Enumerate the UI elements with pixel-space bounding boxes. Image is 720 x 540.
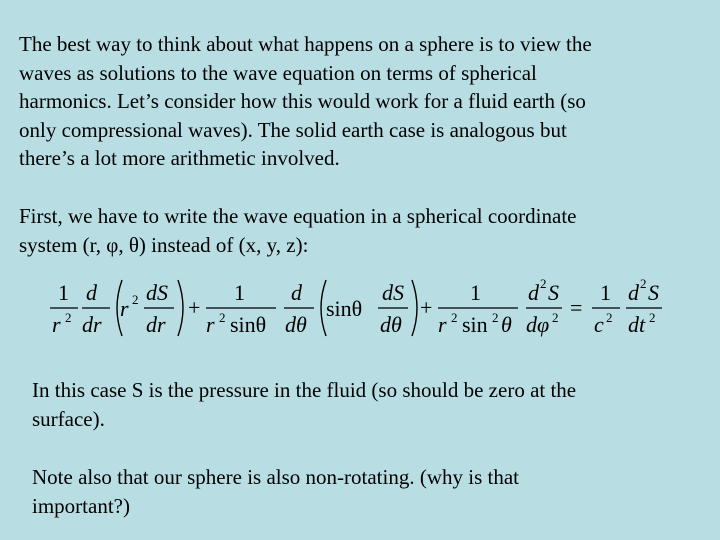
equation-glyph: 2 [65, 310, 72, 325]
wave-equation [40, 270, 680, 350]
equation-glyph: S [548, 280, 559, 305]
equation-glyph: 2 [451, 310, 458, 325]
t1-numerator: 1 [58, 280, 69, 305]
equation-glyph: dS [146, 280, 168, 305]
equation-glyph: + [420, 295, 433, 320]
equation-glyph: dθ [380, 312, 402, 337]
parenthesis [412, 280, 417, 336]
equation-glyph: r [438, 312, 447, 337]
equation-glyph: 2 [552, 310, 559, 325]
equation-glyph: r [120, 296, 129, 321]
equation-glyph: 1 [600, 280, 611, 305]
equation-glyph: S [648, 280, 659, 305]
equation-glyph: 2 [606, 310, 613, 325]
equation-glyph: 2 [640, 276, 647, 291]
equation-glyph: dt [628, 312, 646, 337]
equation-glyph: dφ [526, 312, 550, 337]
equation-glyph: dr [82, 312, 102, 337]
equation-glyph: sin [462, 312, 488, 337]
equation-glyph: r [206, 312, 215, 337]
rotation-note: Note also that our sphere is also non-rotating. (why is that important?) [32, 465, 519, 518]
coordinate-paragraph: First, we have to write the wave equation in a spherical coordinate system (r, φ, θ) instead of (x, y, z): [19, 204, 577, 257]
equation-glyph: r [52, 312, 61, 337]
equation-glyph: 2 [540, 276, 547, 291]
equation-glyph: c [594, 312, 604, 337]
equation-glyph: dS [382, 280, 404, 305]
equation-glyph: sinθ [230, 312, 267, 337]
equation-glyph: 2 [132, 292, 139, 307]
equation-glyph: θ [501, 312, 512, 337]
equation-glyph: sinθ [326, 296, 363, 321]
equation-glyph: dr [146, 312, 166, 337]
equation-glyph: + [188, 295, 201, 320]
intro-paragraph: The best way to think about what happens on a sphere is to view the waves as solutions to the wave equation on terms of spherical harmonics. Let’s consider how this would work for a fluid earth (so only compressional waves). The solid earth case is analogous but there’s a lot more arithmetic involved. [19, 32, 592, 170]
pressure-note: In this case S is the pressure in the fluid (so should be zero at the surface). [32, 378, 577, 431]
equation-glyph: d [86, 280, 97, 305]
equation-glyph: 1 [234, 280, 245, 305]
equation-glyph: d [528, 280, 539, 305]
equation-glyph: 2 [219, 310, 226, 325]
equation-glyph: dθ [285, 312, 307, 337]
equation-glyph: d [291, 280, 302, 305]
equation-glyph: 2 [492, 310, 499, 325]
wave-equation-svg [40, 270, 680, 350]
equation-glyph: d [628, 280, 639, 305]
equation-glyph: = [570, 295, 583, 320]
equation-glyph: 2 [649, 310, 656, 325]
parenthesis [178, 280, 183, 336]
equation-glyph: 1 [470, 280, 481, 305]
